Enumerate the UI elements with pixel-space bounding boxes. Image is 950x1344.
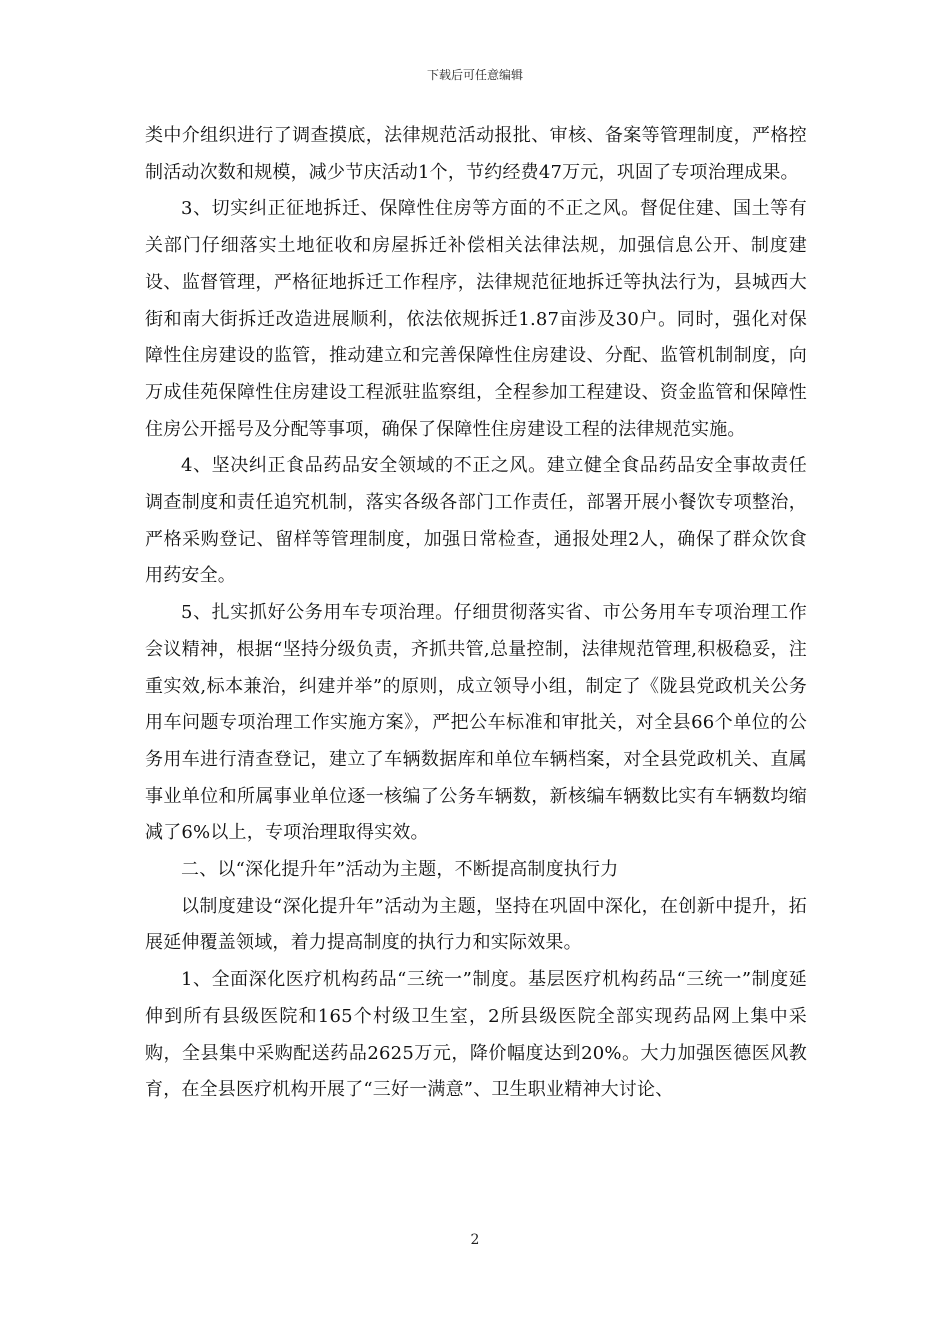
paragraph-6: 1、全面深化医疗机构药品“三统一”制度。基层医疗机构药品“三统一”制度延伸到所有县级医院和165个村级卫生室，2所县级医院全部实现药品网上集中采购，全县集中采购配送药品2625万元，降价幅度达到20%。大力加强医德医风教育，在全县医疗机构开展了“三好一满意”、卫生职业精神大讨论、 bbox=[145, 969, 807, 1101]
paragraph-3: 4、坚决纠正食品药品安全领域的不正之风。建立健全食品药品安全事故责任调查制度和责任追究机制，落实各级各部门工作责任，部署开展小餐饮专项整治，严格采购登记、留样等管理制度，加强日常检查，通报处理2人，确保了群众饮食用药安全。 bbox=[145, 455, 807, 587]
page-number: 2 bbox=[470, 1232, 480, 1248]
section-heading: 二、以“深化提升年”活动为主题，不断提高制度执行力 bbox=[181, 859, 619, 881]
paragraph-4: 5、扎实抓好公务用车专项治理。仔细贯彻落实省、市公务用车专项治理工作会议精神，根据“坚持分级负责，齐抓共管,总量控制，法律规范管理,积极稳妥，注重实效,标本兼治，纠建并举”的原则，成立领导小组，制定了《陇县党政机关公务用车问题专项治理工作实施方案》，严把公车标准和审批关，对全县66个单位的公务用车进行清查登记，建立了车辆数据库和单位车辆档案，对全县党政机关、直属事业单位和所属事业单位逐一核编了公务车辆数，新核编车辆数比实有车辆数均缩减了6%以上，专项治理取得实效。 bbox=[145, 602, 807, 844]
paragraph-2: 3、切实纠正征地拆迁、保障性住房等方面的不正之风。督促住建、国土等有关部门仔细落实土地征收和房屋拆迁补偿相关法律法规，加强信息公开、制度建设、监督管理，严格征地拆迁工作程序，法律规范征地拆迁等执法行为，县城西大街和南大街拆迁改造进展顺利，依法依规拆迁1.87亩涉及30户。同时，强化对保障性住房建设的监管，推动建立和完善保障性住房建设、分配、监管机制制度，向万成佳苑保障性住房建设工程派驻监察组，全程参加工程建设、资金监管和保障性住房公开摇号及分配等事项，确保了保障性住房建设工程的法律规范实施。 bbox=[145, 198, 807, 440]
document-body bbox=[145, 118, 807, 1109]
page-header: 下载后可任意编辑 bbox=[426, 68, 523, 82]
paragraph-5: 以制度建设“深化提升年”活动为主题，坚持在巩固中深化，在创新中提升，拓展延伸覆盖领域，着力提高制度的执行力和实际效果。 bbox=[145, 895, 807, 954]
paragraph-1: 类中介组织进行了调查摸底，法律规范活动报批、审核、备案等管理制度，严格控制活动次数和规模，减少节庆活动1个，节约经费47万元，巩固了专项治理成果。 bbox=[145, 125, 807, 183]
